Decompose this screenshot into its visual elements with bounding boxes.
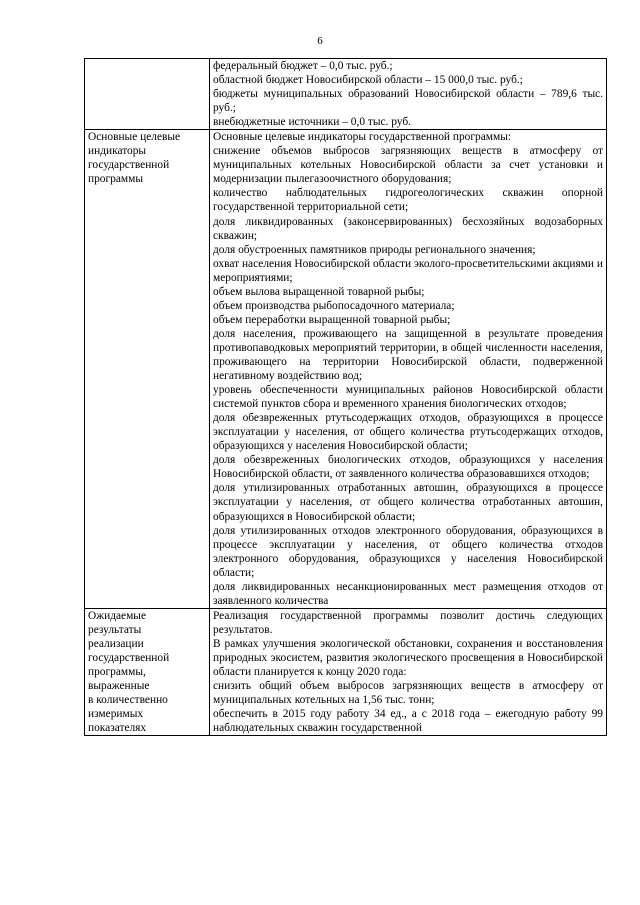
table-row-indicators [85, 130, 607, 609]
indicator-item: доля ликвидированных (законсервированных) бесхозяйных водозаборных скважин; [213, 215, 603, 242]
table-row-expected-results [85, 608, 607, 735]
row-label-cell [85, 130, 210, 609]
row-content-cell [210, 130, 607, 609]
page-number: 6 [317, 35, 323, 47]
row-content-cell [210, 59, 607, 130]
indicator-item: объем переработки выращенной товарной рыбы; [213, 313, 451, 326]
results-item: обеспечить в 2015 году работу 34 ед., а с 2018 года – ежегодную работу 99 наблюдательных скважин государственной [213, 708, 603, 735]
results-intro: Реализация государственной программы позволит достичь следующих результатов. [213, 609, 603, 636]
funding-federal: федеральный бюджет – 0,0 тыс. руб.; [213, 60, 393, 72]
indicator-item: доля ликвидированных несанкционированных мест размещения отходов от заявленного количества [213, 580, 603, 607]
funding-extrabudgetary: внебюджетные источники – 0,0 тыс. руб. [213, 116, 411, 129]
results-item: В рамках улучшения экологической обстановки, сохранения и восстановления природных экосистем, развития экологического просвещения в Новосибирской области планируется к концу 2020 года: [213, 637, 603, 679]
indicator-item: доля населения, проживающего на защищенной в результате проведения противопаводковых мероприятий территории, в общей численности населения, проживающего на территории Новосибирской области, подверженной негативному воздействию вод; [213, 327, 603, 383]
results-item: снизить общий объем выбросов загрязняющих веществ в атмосферу от муниципальных котельных на 1,56 тыс. тонн; [213, 680, 603, 707]
row-label-cell [85, 608, 210, 735]
indicator-item: доля обезвреженных ртутьсодержащих отходов, образующихся в процессе эксплуатации у населения, от общего количества ртутьсодержащих отходов, образующихся у населения Новосибирской области; [213, 412, 603, 453]
row-content-cell [210, 608, 607, 735]
indicator-item: уровень обеспеченности муниципальных районов Новосибирской области системой пунктов сбора и временного хранения биологических отходов; [213, 384, 603, 411]
indicator-item: объем производства рыбопосадочного материала; [213, 299, 455, 312]
indicator-item: доля утилизированных отработанных автошин, образующихся в процессе эксплуатации у населения, от общего количества отработанных автошин, образующихся в Новосибирской области; [213, 482, 603, 523]
row-label-expected-results: Ожидаемые результаты реализации государственной программы, выраженные в количественно измеримых показателях [88, 609, 170, 735]
funding-municipal: бюджеты муниципальных образований Новосибирской области – 789,6 тыс. руб.; [213, 88, 603, 115]
indicator-item: количество наблюдательных гидрогеологических скважин опорной государственной территориальной сети; [213, 187, 603, 214]
indicator-item: снижение объемов выбросов загрязняющих веществ в атмосферу от муниципальных котельных Новосибирской области за счет установки и модернизации пылегазоочистного оборудования; [213, 145, 603, 186]
indicators-intro: Основные целевые индикаторы государственной программы: [213, 131, 512, 144]
indicator-item: доля обустроенных памятников природы регионального значения; [213, 243, 536, 256]
row-label-cell [85, 59, 210, 130]
indicator-item: объем вылова выращенной товарной рыбы; [213, 285, 425, 298]
table-row-funding [85, 59, 607, 130]
row-label-indicators: Основные целевые индикаторы государственной программы [88, 131, 181, 186]
indicator-item: охват населения Новосибирской области эколого-просветительскими акциями и мероприятиями; [213, 257, 603, 284]
indicator-item: доля обезвреженных биологических отходов, образующихся у населения Новосибирской области, от заявленного количества образовавшихся отходов; [213, 454, 603, 481]
indicator-item: доля утилизированных отходов электронного оборудования, образующихся в процессе эксплуатации у населения, от общего количества отходов электронного оборудования, образующихся у населения Новосибирской области; [213, 524, 603, 579]
program-passport-table [84, 58, 607, 736]
funding-regional: областной бюджет Новосибирской области – 15 000,0 тыс. руб.; [213, 74, 523, 87]
